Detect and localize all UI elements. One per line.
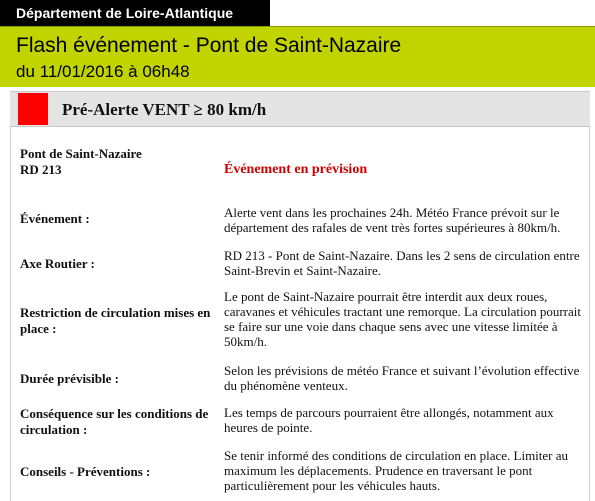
label-restriction: Restriction de circulation mises en place :: [20, 305, 211, 336]
location-name: Pont de Saint-Nazaire: [20, 146, 142, 161]
alert-level-icon: [18, 93, 48, 125]
label-consequence: Conséquence sur les conditions de circulation :: [20, 406, 209, 437]
alert-bar: [10, 91, 590, 127]
frame-border-right: [589, 127, 590, 501]
location-block: [20, 146, 142, 178]
value-consequence: Les temps de parcours pourraient être allongés, notamment aux heures de pointe.: [224, 405, 554, 435]
value-conseils: Se tenir informé des conditions de circulation en place. Limiter au maximum les déplacements. Prudence en traversant le pont particulièrement pour les véhicules hauts.: [224, 448, 569, 493]
location-road: RD 213: [20, 162, 62, 177]
value-evenement: Alerte vent dans les prochaines 24h. Météo France prévoit sur le département des rafales de vent très fortes supérieures à 80km/h.: [224, 205, 561, 235]
department-header: Département de Loire-Atlantique: [0, 0, 270, 26]
label-conseils: Conseils - Préventions :: [20, 464, 151, 479]
page-date: du 11/01/2016 à 06h48: [16, 62, 190, 81]
frame-border-left: [10, 127, 11, 501]
value-duree: Selon les prévisions de météo France et suivant l’évolution effective du phénomène venteux.: [224, 363, 580, 393]
label-duree: Durée prévisible :: [20, 371, 119, 386]
value-axe-routier: RD 213 - Pont de Saint-Nazaire. Dans les 2 sens de circulation entre Saint-Brevin et Saint-Nazaire.: [224, 248, 580, 278]
label-axe-routier: Axe Routier :: [20, 256, 95, 271]
label-evenement: Événement :: [20, 211, 90, 226]
event-status: Événement en prévision: [224, 162, 368, 177]
title-banner: [0, 26, 595, 87]
value-restriction: Le pont de Saint-Nazaire pourrait être interdit aux deux roues, caravanes et véhicules tractant une remorque. La circulation pourrait se faire sur une voie dans chaque sens avec une vitesse limitée à 50km/h.: [224, 289, 581, 349]
alert-label: Pré-Alerte VENT ≥ 80 km/h: [62, 100, 267, 119]
page-title: Flash événement - Pont de Saint-Nazaire: [16, 34, 402, 57]
